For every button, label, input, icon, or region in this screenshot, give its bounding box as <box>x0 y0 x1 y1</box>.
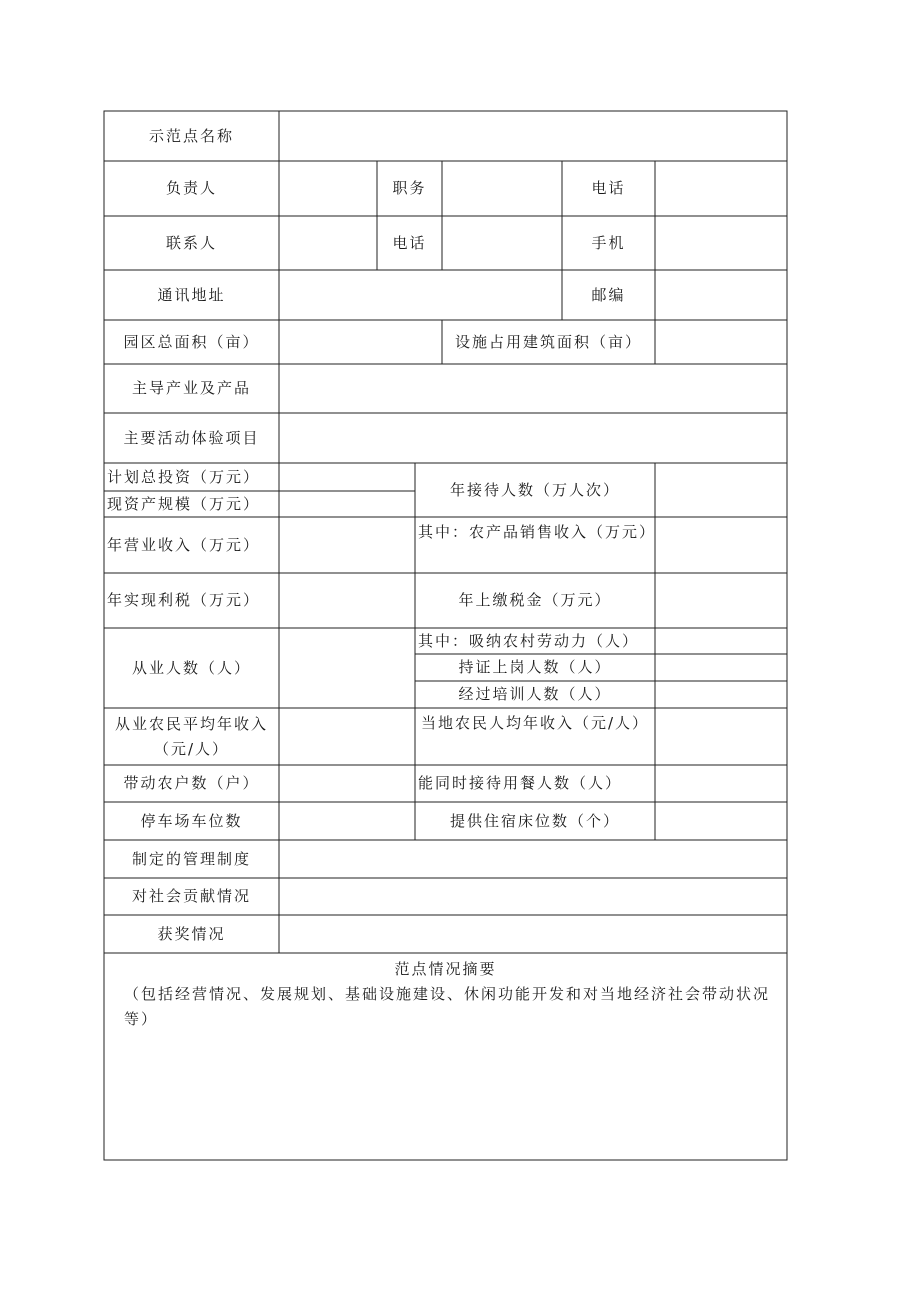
rules-field[interactable] <box>279 840 787 878</box>
main-industry-label: 主导产业及产品 <box>131 379 251 397</box>
current-assets-label: 现资产规模（万元） <box>107 494 261 513</box>
planned-investment-label: 计划总投资（万元） <box>107 467 261 486</box>
postcode-label: 邮编 <box>591 285 626 304</box>
households-label: 带动农户数（户） <box>123 774 260 792</box>
mobile-field[interactable] <box>655 216 787 270</box>
parking-label: 停车场车位数 <box>140 811 243 830</box>
annual-profit-tax-field[interactable] <box>279 573 415 628</box>
site-name-field[interactable] <box>279 111 787 161</box>
farmer-income-field[interactable] <box>279 708 415 765</box>
agri-sales-label: 其中：农产品销售收入（万元） <box>418 522 657 541</box>
annual-visitors-label: 年接待人数（万人次） <box>449 480 620 499</box>
summary-section <box>104 953 787 1160</box>
phone-field[interactable] <box>655 161 787 216</box>
address-label: 通讯地址 <box>157 285 226 304</box>
trained-label: 经过培训人数（人） <box>458 685 612 703</box>
manager-label: 负责人 <box>165 179 217 197</box>
local-income-label: 当地农民人均年收入（元/人） <box>420 713 650 732</box>
contribution-field[interactable] <box>279 878 787 915</box>
local-income-field[interactable] <box>655 708 787 765</box>
park-area-label: 园区总面积（亩） <box>123 332 260 351</box>
contact-phone-label: 电话 <box>392 233 427 252</box>
annual-tax-field[interactable] <box>655 573 787 628</box>
annual-visitors-field[interactable] <box>655 463 787 517</box>
contact-phone-field[interactable] <box>442 216 562 270</box>
farmer-income-label <box>104 708 279 765</box>
site-name-label: 示范点名称 <box>148 126 234 145</box>
farmer-income-label-line1: 从业农民平均年收入 <box>114 714 268 733</box>
rural-labor-field[interactable] <box>655 628 787 654</box>
rules-label: 制定的管理制度 <box>131 849 251 868</box>
annual-tax-label: 年上缴税金（万元） <box>458 591 612 609</box>
awards-field[interactable] <box>279 915 787 953</box>
phone-label: 电话 <box>591 179 626 197</box>
activities-field[interactable] <box>279 413 787 463</box>
rural-labor-label: 其中：吸纳农村劳动力（人） <box>418 631 640 650</box>
summary-text-area[interactable] <box>104 1025 787 1160</box>
facility-area-label: 设施占用建筑面积（亩） <box>454 332 642 351</box>
manager-field[interactable] <box>279 161 377 216</box>
position-label: 职务 <box>392 179 427 197</box>
beds-label: 提供住宿床位数（个） <box>449 811 620 830</box>
annual-revenue-label: 年营业收入（万元） <box>107 535 261 554</box>
annual-profit-tax-label: 年实现利税（万元） <box>107 591 261 609</box>
employees-label: 从业人数（人） <box>131 658 251 677</box>
position-field[interactable] <box>442 161 562 216</box>
dining-capacity-label: 能同时接待用餐人数（人） <box>418 774 623 792</box>
current-assets-field[interactable] <box>279 491 415 517</box>
awards-label: 获奖情况 <box>157 924 226 943</box>
employees-field[interactable] <box>279 628 415 708</box>
postcode-field[interactable] <box>655 270 787 320</box>
summary-title: 范点情况摘要 <box>394 960 497 978</box>
facility-area-field[interactable] <box>655 320 787 364</box>
activities-label: 主要活动体验项目 <box>123 428 260 447</box>
contact-field[interactable] <box>279 216 377 270</box>
farmer-income-label-line2: （元/人） <box>153 739 230 758</box>
contribution-label: 对社会贡献情况 <box>131 887 251 905</box>
address-field[interactable] <box>279 270 562 320</box>
beds-field[interactable] <box>655 802 787 840</box>
main-industry-field[interactable] <box>279 364 787 413</box>
agri-sales-field[interactable] <box>655 517 787 573</box>
dining-capacity-field[interactable] <box>655 765 787 802</box>
park-area-field[interactable] <box>279 320 442 364</box>
contact-label: 联系人 <box>165 233 217 252</box>
certified-field[interactable] <box>655 654 787 681</box>
summary-description: （包括经营情况、发展规划、基础设施建设、休闲功能开发和对当地经济社会带动状况等） <box>124 985 771 1028</box>
trained-field[interactable] <box>655 681 787 708</box>
households-field[interactable] <box>279 765 415 802</box>
parking-field[interactable] <box>279 802 415 840</box>
annual-revenue-field[interactable] <box>279 517 415 573</box>
mobile-label: 手机 <box>591 233 626 252</box>
certified-label: 持证上岗人数（人） <box>458 658 612 676</box>
planned-investment-field[interactable] <box>279 463 415 491</box>
